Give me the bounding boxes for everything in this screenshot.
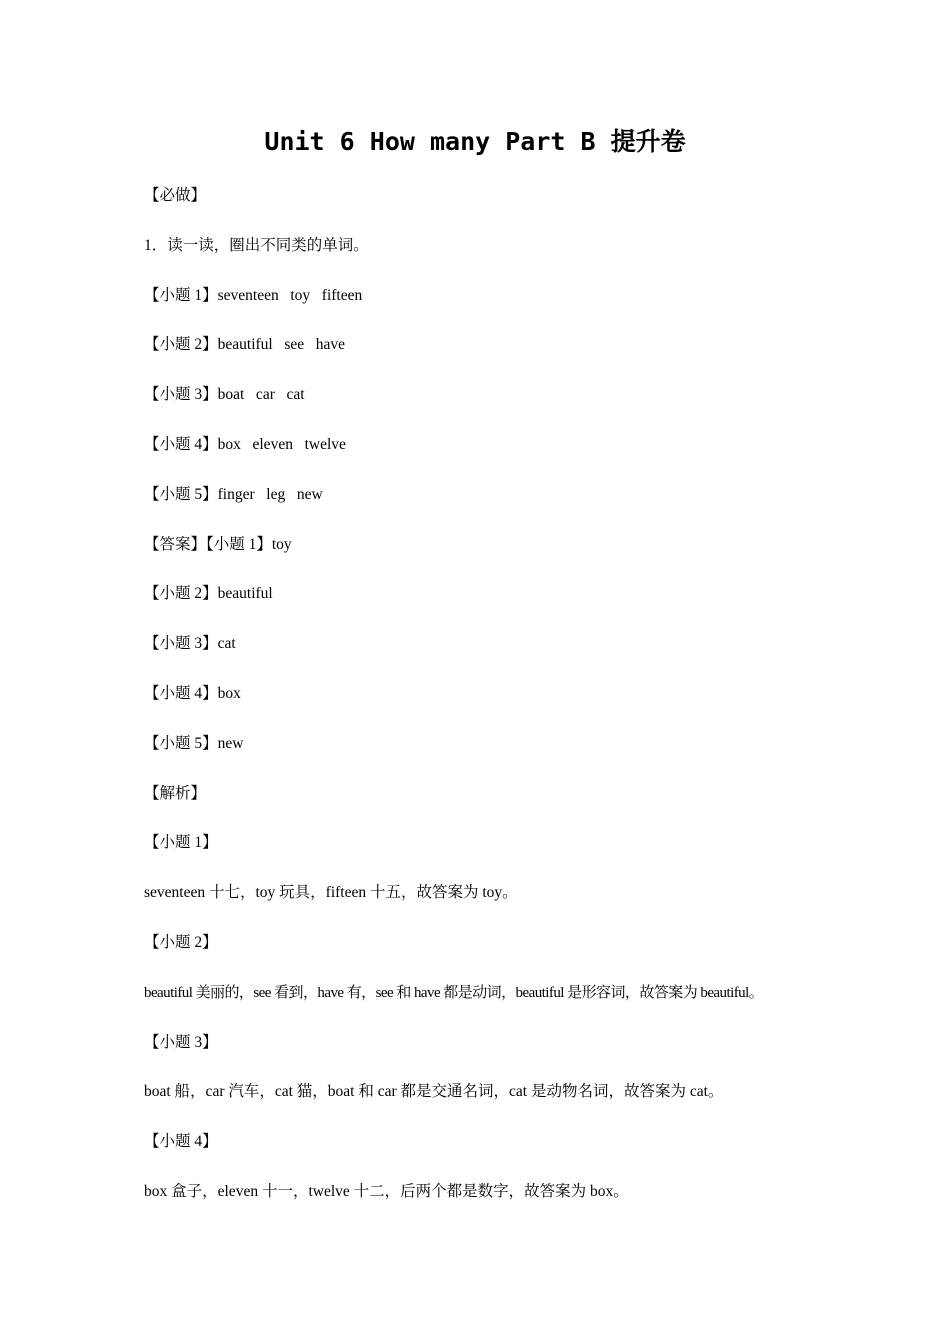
analysis-heading: 【解析】 bbox=[144, 784, 207, 802]
analysis-text-2: beautiful 美丽的，see 看到，have 有，see 和 have 都是动词，beautiful 是形容词，故答案为 beautiful。 bbox=[144, 984, 764, 1001]
analysis-label-1: 【小题 1】 bbox=[144, 834, 218, 852]
section-heading-required: 【必做】 bbox=[144, 187, 207, 204]
document-body bbox=[144, 180, 834, 1226]
answer-2: 【小题 2】beautiful bbox=[144, 585, 273, 603]
analysis-text-3: boat 船，car 汽车，cat 猫，boat 和 car 都是交通名词，cat 是动物名词，故答案为 cat。 bbox=[144, 1083, 724, 1101]
analysis-label-2: 【小题 2】 bbox=[144, 933, 218, 951]
sub-question-4: 【小题 4】box eleven twelve bbox=[144, 435, 346, 453]
sub-question-3: 【小题 3】boat car cat bbox=[144, 386, 305, 404]
answer-4: 【小题 4】box bbox=[144, 684, 241, 702]
sub-question-5: 【小题 5】finger leg new bbox=[144, 485, 323, 503]
analysis-label-3: 【小题 3】 bbox=[144, 1033, 218, 1051]
page-title: Unit 6 How many Part B 提升卷 bbox=[264, 127, 686, 156]
answer-1: 【答案】【小题 1】toy bbox=[144, 535, 292, 553]
analysis-label-4: 【小题 4】 bbox=[144, 1133, 218, 1151]
answer-3: 【小题 3】cat bbox=[144, 635, 236, 653]
answer-5: 【小题 5】new bbox=[144, 734, 244, 752]
sub-question-2: 【小题 2】beautiful see have bbox=[144, 336, 346, 354]
analysis-text-1: seventeen 十七，toy 玩具，fifteen 十五，故答案为 toy。 bbox=[144, 884, 518, 902]
sub-question-1: 【小题 1】seventeen toy fifteen bbox=[144, 286, 363, 304]
analysis-text-4: box 盒子，eleven 十一，twelve 十二，后两个都是数字，故答案为 box。 bbox=[144, 1182, 629, 1200]
question-instruction: 1．读一读，圈出不同类的单词。 bbox=[144, 236, 369, 254]
